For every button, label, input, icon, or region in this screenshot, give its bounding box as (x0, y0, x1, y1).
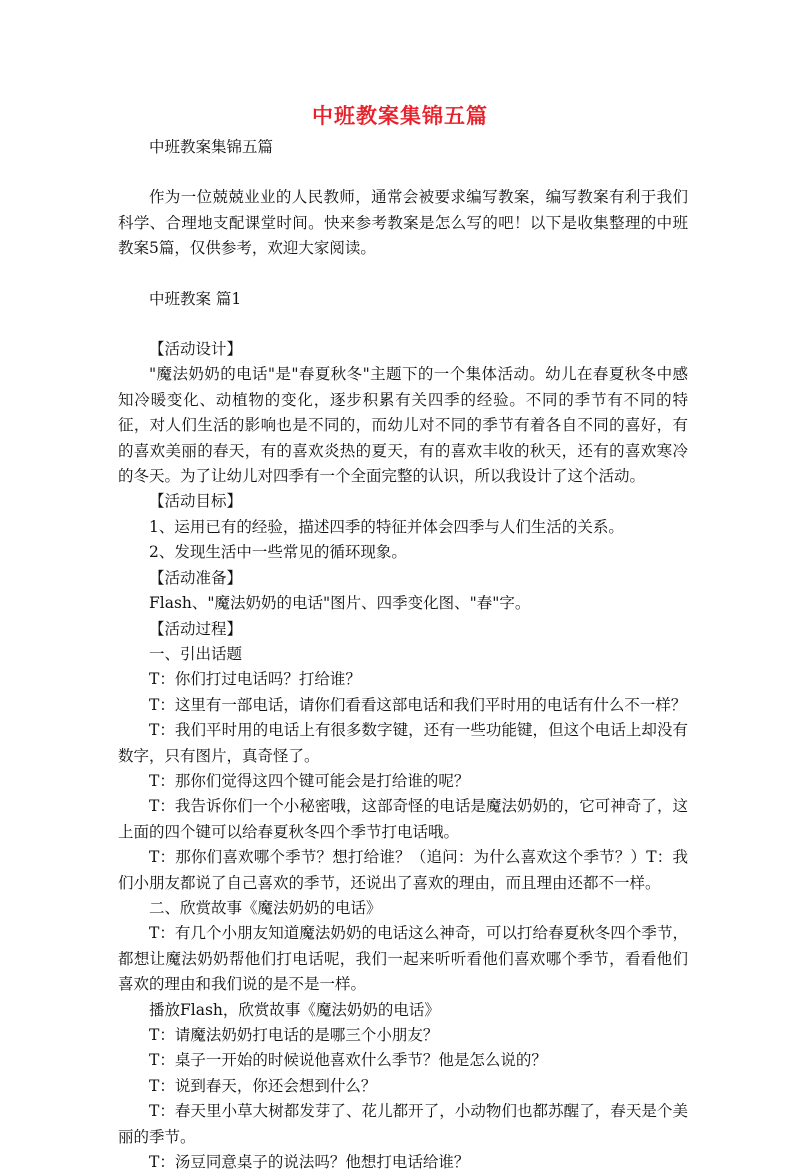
paragraph: T：汤豆同意桌子的说法吗？他想打电话给谁？ (149, 1153, 470, 1172)
paragraph: T：说到春天，你还会想到什么？ (149, 1076, 377, 1095)
paragraph: 2、发现生活中一些常见的循环现象。 (149, 543, 407, 562)
paragraph: 一、引出话题 (149, 644, 243, 663)
paragraph: T：我告诉你们一个小秘密哦，这部奇怪的电话是魔法奶奶的，它可神奇了，这上面的四个键可以给春夏秋冬四个季节打电话哦。 (118, 797, 688, 841)
paragraph: T：那你们觉得这四个键可能会是打给谁的呢？ (149, 771, 470, 790)
paragraph: T：你们打过电话吗？打给谁？ (149, 670, 361, 689)
paragraph: T：那你们喜欢哪个季节？想打给谁？（追问：为什么喜欢这个季节？）T：我们小朋友都说了自己喜欢的季节，还说出了喜欢的理由，而且理由还都不一样。 (118, 848, 688, 892)
paragraph: T：春天里小草大树都发芽了、花儿都开了，小动物们也都苏醒了，春天是个美丽的季节。 (118, 1102, 688, 1146)
heading-activity-design: 【活动设计】 (149, 340, 243, 359)
section-heading: 中班教案 篇1 (149, 289, 242, 308)
paragraph: T：请魔法奶奶打电话的是哪三个小朋友？ (149, 1026, 439, 1044)
heading-activity-process: 【活动过程】 (149, 619, 243, 638)
subtitle-paragraph: 中班教案集锦五篇 (149, 138, 274, 156)
paragraph: T：我们平时用的电话上有很多数字键，还有一些功能键，但这个电话上却没有数字，只有图片，真奇怪了。 (118, 721, 688, 765)
paragraph: Flash、"魔法奶奶的电话"图片、四季变化图、"春"字。 (149, 594, 531, 613)
paragraph: T：桌子一开始的时候说他喜欢什么季节？他是怎么说的？ (149, 1051, 547, 1070)
heading-activity-goals: 【活动目标】 (149, 492, 243, 511)
intro-paragraph: 作为一位兢兢业业的人民教师，通常会被要求编写教案，编写教案有利于我们科学、合理地支配课堂时间。快来参考教案是怎么写的吧！以下是收集整理的中班教案5篇，仅供参考，欢迎大家阅读。 (118, 188, 688, 258)
paragraph: T：有几个小朋友知道魔法奶奶的电话这么神奇，可以打给春夏秋冬四个季节，都想让魔法奶奶帮他们打电话呢，我们一起来听听看他们喜欢哪个季节，看看他们喜欢的理由和我们说的是不是一样。 (118, 924, 688, 994)
paragraph: 1、运用已有的经验，描述四季的特征并体会四季与人们生活的关系。 (149, 517, 624, 536)
document-title: 中班教案集锦五篇 (312, 103, 488, 128)
paragraph: 二、欣赏故事《魔法奶奶的电话》 (149, 898, 382, 917)
paragraph: "魔法奶奶的电话"是"春夏秋冬"主题下的一个集体活动。幼儿在春夏秋冬中感知冷暖变化、动植物的变化，逐步积累有关四季的经验。不同的季节有不同的特征，对人们生活的影响也是不同的，而幼儿对不同的季节有着各自不同的喜好，有的喜欢美丽的春天，有的喜欢炎热的夏天，有的喜欢丰收的秋天，还有的喜欢寒冷的冬天。为了让幼儿对四季有一个全面完整的认识，所以我设计了这个活动。 (118, 365, 688, 486)
paragraph: T：这里有一部电话，请你们看看这部电话和我们平时用的电话有什么不一样？ (149, 695, 687, 714)
heading-activity-prep: 【活动准备】 (149, 568, 243, 587)
document-body (118, 135, 688, 1175)
paragraph: 播放Flash，欣赏故事《魔法奶奶的电话》 (149, 1000, 440, 1019)
